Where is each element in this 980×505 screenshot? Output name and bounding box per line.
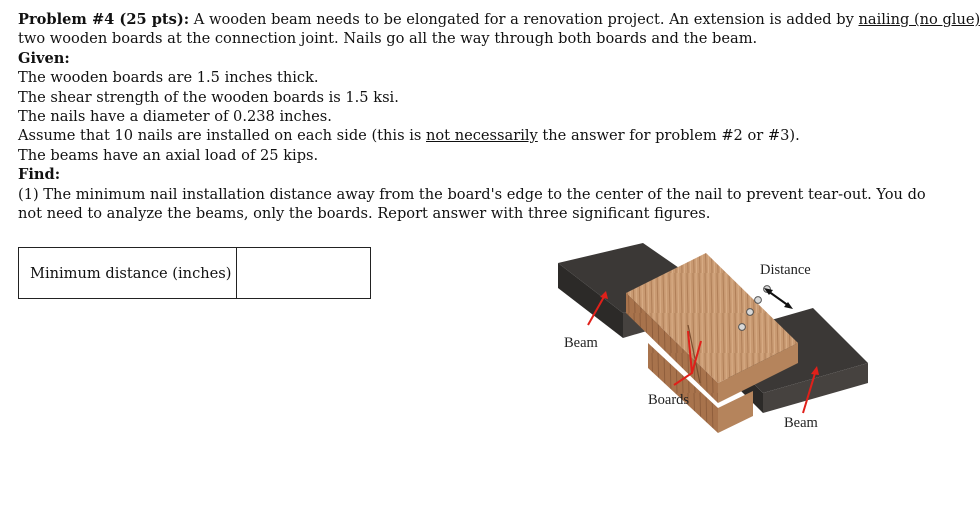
problem-intro-text: A wooden beam needs to be elongated for a renovation project. An extension is added by — [189, 11, 859, 28]
nail-3 — [747, 309, 754, 316]
problem-intro-line2: two wooden boards at the connection joint. Nails go all the way through both boards and the beam. — [18, 30, 758, 48]
nail-2 — [755, 297, 762, 304]
find-question: (1) The minimum nail installation distance away from the board's edge to the center of the nail to prevent tear-out. You do not need to analyze the beams, only the boards. Report answer with three significant figures. — [18, 185, 926, 223]
distance-label: Distance — [760, 262, 811, 278]
boards-label: Boards — [648, 392, 690, 408]
given-line-nail-diameter: The nails have a diameter of 0.238 inches. — [18, 108, 332, 126]
nail-4 — [739, 324, 746, 331]
given-line-thickness: The wooden boards are 1.5 inches thick. — [18, 69, 319, 87]
find-heading: Find: — [18, 166, 61, 184]
given-line-shear-strength: The shear strength of the wooden boards is 1.5 ksi. — [18, 88, 399, 106]
given-heading: Given: — [18, 49, 70, 67]
problem-heading: Problem #4 (25 pts): — [18, 11, 190, 28]
problem-intro-line1 — [18, 10, 980, 29]
nailing-emphasis: nailing (no glue) — [858, 11, 980, 28]
answer-input-cell[interactable] — [237, 248, 370, 298]
distance-arrow — [768, 291, 789, 306]
answer-table — [18, 247, 371, 299]
not-necessarily-emphasis: not necessarily — [426, 127, 538, 145]
answer-label: Minimum distance (inches) — [19, 248, 237, 298]
problem-document — [18, 10, 980, 223]
given-line-axial-load: The beams have an axial load of 25 kips. — [18, 146, 319, 164]
beam-joint-figure — [548, 233, 868, 443]
beam-right-label: Beam — [784, 415, 818, 431]
given-line-nail-count: Assume that 10 nails are installed on each side (this is not necessarily the answer for problem #2 or #3). — [18, 127, 800, 145]
beam-left-label: Beam — [564, 335, 598, 351]
